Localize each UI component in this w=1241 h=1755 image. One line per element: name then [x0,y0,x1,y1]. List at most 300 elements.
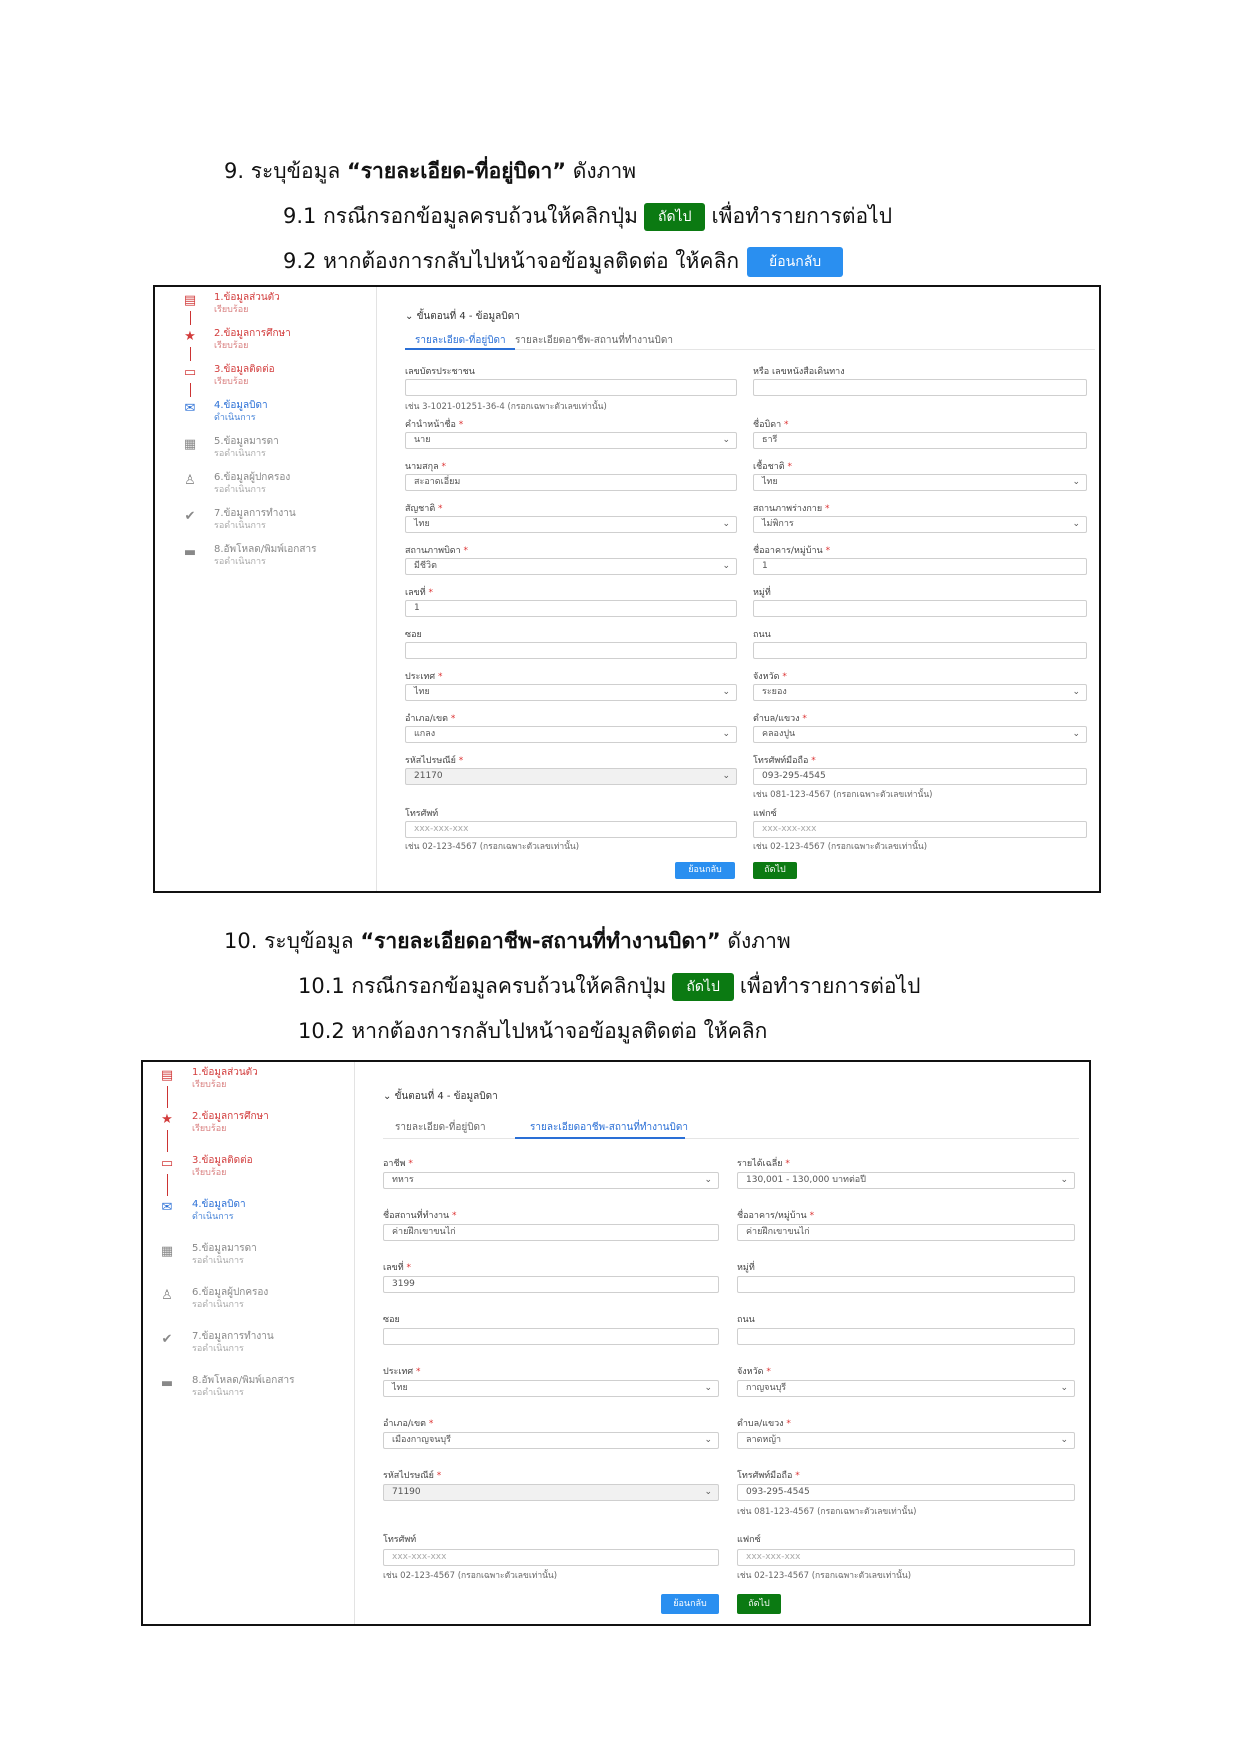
contact-card-icon: ▭ [183,365,197,380]
select-field [405,768,737,785]
label-text: สัญชาติ [405,504,436,514]
field-value: มีชีวิต [414,561,437,571]
required-mark: * [460,546,469,556]
next-button-sample-2: ถัดไป [672,973,734,1001]
field-label [383,1208,457,1222]
label-text: เลขบัตรประชาชน [405,367,475,377]
field-value: ทหาร [392,1175,414,1185]
field-value: 130,001 - 130,000 บาทต่อปี [746,1175,866,1185]
sidebar-step[interactable] [143,1199,354,1243]
step-status: ดำเนินการ [214,413,256,423]
required-mark: * [779,672,787,682]
field-label [383,1312,400,1326]
field-hint: เช่น 02-123-4567 (กรอกเฉพาะตัวเลขเท่านั้น) [405,842,580,852]
field-hint: เช่น 02-123-4567 (กรอกเฉพาะตัวเลขเท่านั้น) [383,1571,558,1581]
sidebar-step[interactable] [155,400,376,436]
chevron-down-icon: ⌄ [383,1091,395,1102]
text-field[interactable] [753,600,1087,617]
step-title: 4.ข้อมูลบิดา [192,1199,246,1210]
step-status: ดำเนินการ [192,1212,234,1222]
step-title: 6.ข้อมูลผู้ปกครอง [214,472,291,483]
field-label [753,543,830,557]
field-label [753,364,845,378]
step-connector [190,347,191,361]
text-field[interactable] [405,474,737,491]
field-label [405,543,468,557]
text-field[interactable] [737,1484,1075,1501]
sidebar-step[interactable] [143,1111,354,1155]
select-field[interactable] [737,1380,1075,1397]
sidebar-step[interactable] [143,1067,354,1111]
tab-active-underline [405,348,515,350]
field-label [383,1416,433,1430]
chevron-down-icon: ⌄ [722,435,730,445]
chevron-down-icon: ⌄ [722,729,730,739]
select-field [383,1484,719,1501]
step-connector [167,1130,168,1152]
mail-icon: ✉ [184,401,196,416]
field-label [753,501,830,515]
fax-input[interactable] [753,821,1087,838]
required-mark: * [808,756,816,766]
label-text: ประเทศ [383,1367,414,1377]
field-label [753,459,792,473]
required-mark: * [781,420,789,430]
chevron-down-icon: ⌄ [704,1383,712,1393]
label-text: ซอย [383,1315,400,1325]
field-label [737,1364,771,1378]
field-label [405,417,463,431]
step-connector [190,383,191,397]
tab-occupation[interactable]: รายละเอียดอาชีพ-สถานที่ทำงานบิดา [530,1122,688,1133]
sidebar-step[interactable] [155,472,376,508]
select-field[interactable] [405,558,737,575]
step-connector [190,311,191,325]
select-field[interactable] [383,1380,719,1397]
field-value: 093-295-4545 [762,771,826,781]
field-value: เมืองกาญจนบุรี [392,1435,451,1445]
guardian-icon: ♙ [184,473,196,488]
field-value: สะอาดเอี่ยม [414,477,461,487]
step-header-text: ขั้นตอนที่ 4 - ข้อมูลบิดา [394,1091,498,1102]
section-10-2 [298,1016,767,1046]
label-text: นามสกุล [405,462,439,472]
select-field[interactable] [753,726,1087,743]
required-mark: * [806,1211,815,1221]
label-text: โทรศัพท์มือถือ [753,756,809,766]
tab-address[interactable]: รายละเอียด-ที่อยู่บิดา [415,335,506,346]
text-field[interactable] [753,642,1087,659]
mail-icon: ✉ [161,1200,173,1215]
field-value: 3199 [392,1279,415,1289]
star-icon: ★ [161,1112,173,1127]
label-text: สถานภาพบิดา [405,546,461,556]
chevron-down-icon: ⌄ [405,311,417,322]
field-value: ไทย [392,1383,408,1393]
field-label [737,1416,791,1430]
chevron-down-icon: ⌄ [722,561,730,571]
label-text: เชื้อชาติ [753,462,785,472]
field-hint: เช่น 02-123-4567 (กรอกเฉพาะตัวเลขเท่านั้น) [753,842,928,852]
sidebar [143,1062,355,1624]
label-text: จังหวัด [737,1367,764,1377]
fax-placeholder: xxx-xxx-xxx [762,824,817,834]
sidebar-step[interactable] [155,544,376,580]
field-value: ไม่พิการ [762,519,794,529]
step-title: 5.ข้อมูลมารดา [192,1243,257,1254]
label-text: อำเภอ/เขต [405,714,448,724]
sidebar-step[interactable] [143,1375,354,1419]
text-field[interactable] [383,1276,719,1293]
field-label [737,1312,755,1326]
text-field[interactable] [383,1224,719,1241]
select-field[interactable] [737,1432,1075,1449]
chevron-down-icon: ⌄ [1060,1383,1068,1393]
required-mark: * [438,462,446,472]
required-mark: * [425,1419,434,1429]
field-label [383,1532,416,1546]
label-text: เลขที่ [383,1263,404,1273]
label-text: รายได้เฉลี่ย [737,1159,783,1169]
step-title: 2.ข้อมูลการศึกษา [192,1111,269,1122]
section-9-prefix: 9. ระบุข้อมูล [224,159,347,183]
chevron-down-icon: ⌄ [1072,519,1080,529]
chevron-down-icon: ⌄ [704,1487,712,1497]
field-hint: เช่น 081-123-4567 (กรอกเฉพาะตัวเลขเท่านั้น) [737,1507,917,1517]
back-button-sample: ย้อนกลับ [747,247,843,277]
form-main [355,1062,1089,1624]
chevron-down-icon: ⌄ [1072,477,1080,487]
required-mark: * [403,1263,412,1273]
section-10-1 [298,971,920,1001]
label-text: ชื่อบิดา [753,420,782,430]
step-status: เรียบร้อย [214,377,249,387]
field-label [405,753,463,767]
next-button[interactable]: ถัดไป [753,862,797,879]
next-button[interactable]: ถัดไป [737,1594,781,1614]
field-label [405,669,442,683]
field-label [753,753,816,767]
required-mark: * [405,1159,413,1169]
field-hint: เช่น 3-1021-01251-36-4 (กรอกเฉพาะตัวเลขเท่านั้น) [405,402,607,412]
tab-divider [383,1138,1079,1139]
text-field[interactable] [737,1328,1075,1345]
text-field[interactable] [737,1276,1075,1293]
required-mark: * [433,1471,442,1481]
section-9-heading [224,156,636,186]
profile-icon: ▤ [183,293,197,308]
sidebar-step[interactable] [143,1331,354,1375]
label-text: ถนน [737,1315,755,1325]
step-title: 1.ข้อมูลส่วนตัว [214,292,280,303]
sidebar-step[interactable] [143,1155,354,1199]
step-status: เรียบร้อย [192,1168,227,1178]
section-9-1-post: เพื่อทำรายการต่อไป [711,204,893,228]
required-mark: * [783,1419,791,1429]
next-button-sample: ถัดไป [644,203,706,231]
text-field[interactable] [753,558,1087,575]
step-title: 7.ข้อมูลการทำงาน [214,508,296,519]
step-status: รอดำเนินการ [192,1300,244,1310]
field-value: ค่ายฝึกเขาขนไก่ [746,1227,810,1237]
label-text: หรือ เลขหนังสือเดินทาง [753,367,845,377]
text-field[interactable] [405,600,737,617]
label-text: อำเภอ/เขต [383,1419,426,1429]
sidebar-step[interactable] [143,1243,354,1287]
chevron-down-icon: ⌄ [1072,687,1080,697]
section-9-title: “รายละเอียด-ที่อยู่บิดา” [346,159,567,183]
label-text: รหัสไปรษณีย์ [405,756,456,766]
step-status: รอดำเนินการ [214,521,266,531]
label-text: ตำบล/แขวง [753,714,800,724]
section-10-1-text: 10.1 กรณีกรอกข้อมูลครบถ้วนให้คลิกปุ่ม [298,974,667,998]
field-value: ระยอง [762,687,787,697]
chevron-down-icon: ⌄ [722,771,730,781]
text-field[interactable] [383,1328,719,1345]
guardian-icon: ♙ [161,1288,173,1303]
required-mark: * [455,756,464,766]
select-field[interactable] [737,1172,1075,1189]
field-value: ธารี [762,435,778,445]
phone-input[interactable] [383,1549,719,1566]
step-status: เรียบร้อย [192,1080,227,1090]
profile-icon: ▤ [160,1068,174,1083]
select-field[interactable] [405,516,737,533]
select-field[interactable] [405,684,737,701]
label-text: รหัสไปรษณีย์ [383,1471,434,1481]
field-label [405,501,443,515]
required-mark: * [425,588,434,598]
step-status: รอดำเนินการ [192,1388,244,1398]
field-label [383,1260,411,1274]
field-hint: เช่น 02-123-4567 (กรอกเฉพาะตัวเลขเท่านั้น) [737,1571,912,1581]
required-mark: * [413,1367,421,1377]
field-value: ไทย [414,519,430,529]
field-label [405,459,446,473]
step-title: 3.ข้อมูลติดต่อ [192,1155,253,1166]
book-icon: ▦ [183,437,197,452]
field-label [383,1156,413,1170]
field-value: ไทย [414,687,430,697]
field-label [753,585,771,599]
select-field[interactable] [753,516,1087,533]
label-text: ประเทศ [405,672,436,682]
required-mark: * [822,504,830,514]
back-button[interactable]: ย้อนกลับ [675,862,735,879]
fax-input[interactable] [737,1549,1075,1566]
required-mark: * [447,714,456,724]
label-text: คำนำหน้าชื่อ [405,420,456,430]
chevron-down-icon: ⌄ [1060,1175,1068,1185]
check-circle-icon: ✔ [161,1332,173,1347]
step-title: 5.ข้อมูลมารดา [214,436,279,447]
field-value: ลาดหญ้า [746,1435,782,1445]
field-value: นาย [414,435,431,445]
sidebar-step[interactable] [155,292,376,328]
required-mark: * [792,1471,800,1481]
sidebar-step[interactable] [155,508,376,544]
field-value: 093-295-4545 [746,1487,810,1497]
field-label [405,585,433,599]
field-label [753,806,777,820]
select-field[interactable] [753,684,1087,701]
field-label [737,1468,800,1482]
section-10-1-post: เพื่อทำรายการต่อไป [739,974,921,998]
chevron-down-icon: ⌄ [704,1175,712,1185]
screenshot-address-form [153,285,1101,893]
label-text: อาชีพ [383,1159,406,1169]
section-9-2 [283,246,843,277]
step-status: เรียบร้อย [214,305,249,315]
label-text: ชื่อสถานที่ทำงาน [383,1211,450,1221]
field-label [737,1208,814,1222]
label-text: หมู่ที่ [737,1263,755,1273]
step-status: รอดำเนินการ [192,1344,244,1354]
step-title: 4.ข้อมูลบิดา [214,400,268,411]
field-value: 1 [414,603,420,613]
field-label [383,1468,441,1482]
section-9-2-text: 9.2 หากต้องการกลับไปหน้าจอข้อมูลติดต่อ ให้คลิก [283,249,740,273]
tab-address[interactable]: รายละเอียด-ที่อยู่บิดา [395,1122,486,1133]
sidebar-step[interactable] [155,436,376,472]
step-status: รอดำเนินการ [214,557,266,567]
field-value: 71190 [392,1487,421,1497]
field-label [753,669,787,683]
step-title: 1.ข้อมูลส่วนตัว [192,1067,258,1078]
text-field[interactable] [753,379,1087,396]
label-text: จังหวัด [753,672,780,682]
step-title: 3.ข้อมูลติดต่อ [214,364,275,375]
field-label [737,1260,755,1274]
chevron-down-icon: ⌄ [722,519,730,529]
star-icon: ★ [184,329,196,344]
step-header [383,1089,498,1104]
tab-active-underline [515,1137,685,1139]
fax-placeholder: xxx-xxx-xxx [746,1552,801,1562]
text-field[interactable] [405,642,737,659]
step-status: รอดำเนินการ [192,1256,244,1266]
text-field[interactable] [737,1224,1075,1241]
select-field[interactable] [405,432,737,449]
step-header [405,309,520,324]
field-value: 21170 [414,771,443,781]
required-mark: * [449,1211,457,1221]
select-field[interactable] [383,1172,719,1189]
select-field[interactable] [405,726,737,743]
screenshot-occupation-form [141,1060,1091,1626]
label-text: โทรศัพท์ [383,1535,417,1545]
chevron-down-icon: ⌄ [704,1435,712,1445]
tab-occupation[interactable]: รายละเอียดอาชีพ-สถานที่ทำงานบิดา [515,335,673,346]
sidebar-step[interactable] [155,328,376,364]
step-title: 8.อัพโหลด/พิมพ์เอกสาร [214,544,317,555]
contact-card-icon: ▭ [160,1156,174,1171]
text-field[interactable] [753,768,1087,785]
book-icon: ▦ [160,1244,174,1259]
step-status: รอดำเนินการ [214,485,266,495]
printer-icon: ▬ [183,545,197,560]
select-field[interactable] [753,474,1087,491]
required-mark: * [455,420,464,430]
field-value: ไทย [762,477,778,487]
step-status: เรียบร้อย [214,341,249,351]
chevron-down-icon: ⌄ [1072,729,1080,739]
field-label [405,806,438,820]
section-9-suffix: ดังภาพ [566,159,637,183]
step-status: รอดำเนินการ [214,449,266,459]
phone-placeholder: xxx-xxx-xxx [414,824,469,834]
step-connector [167,1086,168,1108]
section-10-heading [224,926,791,956]
text-field[interactable] [753,432,1087,449]
field-label [753,417,789,431]
step-title: 7.ข้อมูลการทำงาน [192,1331,274,1342]
label-text: โทรศัพท์ [405,809,439,819]
label-text: แฟกซ์ [737,1535,761,1545]
label-text: แฟกซ์ [753,809,777,819]
sidebar-step[interactable] [143,1287,354,1331]
section-10-2-text: 10.2 หากต้องการกลับไปหน้าจอข้อมูลติดต่อ ให้คลิก [298,1019,768,1043]
phone-input[interactable] [405,821,737,838]
field-label [383,1364,420,1378]
field-label [753,627,771,641]
required-mark: * [763,1367,771,1377]
section-9-1 [283,201,892,231]
section-10-title: “รายละเอียดอาชีพ-สถานที่ทำงานบิดา” [360,929,721,953]
field-label [405,627,422,641]
select-field[interactable] [383,1432,719,1449]
field-label [753,711,807,725]
field-label [737,1156,790,1170]
back-button[interactable]: ย้อนกลับ [661,1594,719,1614]
printer-icon: ▬ [160,1376,174,1391]
step-title: 2.ข้อมูลการศึกษา [214,328,291,339]
step-title: 8.อัพโหลด/พิมพ์เอกสาร [192,1375,295,1386]
field-label [737,1532,761,1546]
field-label [405,711,455,725]
label-text: ชื่ออาคาร/หมู่บ้าน [737,1211,807,1221]
field-value: แกลง [414,729,436,739]
label-text: เลขที่ [405,588,426,598]
required-mark: * [822,546,831,556]
form-main [377,287,1099,891]
required-mark: * [435,504,443,514]
sidebar-step[interactable] [155,364,376,400]
phone-placeholder: xxx-xxx-xxx [392,1552,447,1562]
field-label [405,364,475,378]
text-field[interactable] [405,379,737,396]
required-mark: * [784,462,792,472]
step-status: เรียบร้อย [192,1124,227,1134]
label-text: ตำบล/แขวง [737,1419,784,1429]
required-mark: * [782,1159,790,1169]
step-connector [167,1174,168,1196]
section-10-suffix: ดังภาพ [720,929,791,953]
field-value: ค่ายฝึกเขาขนไก่ [392,1227,456,1237]
required-mark: * [799,714,807,724]
section-10-prefix: 10. ระบุข้อมูล [224,929,361,953]
chevron-down-icon: ⌄ [722,687,730,697]
label-text: สถานภาพร่างกาย [753,504,823,514]
field-value: คลองปูน [762,729,796,739]
step-header-text: ขั้นตอนที่ 4 - ข้อมูลบิดา [416,311,520,322]
label-text: ถนน [753,630,771,640]
section-9-1-text: 9.1 กรณีกรอกข้อมูลครบถ้วนให้คลิกปุ่ม [283,204,638,228]
chevron-down-icon: ⌄ [1060,1435,1068,1445]
label-text: หมู่ที่ [753,588,771,598]
check-circle-icon: ✔ [184,509,196,524]
required-mark: * [435,672,443,682]
